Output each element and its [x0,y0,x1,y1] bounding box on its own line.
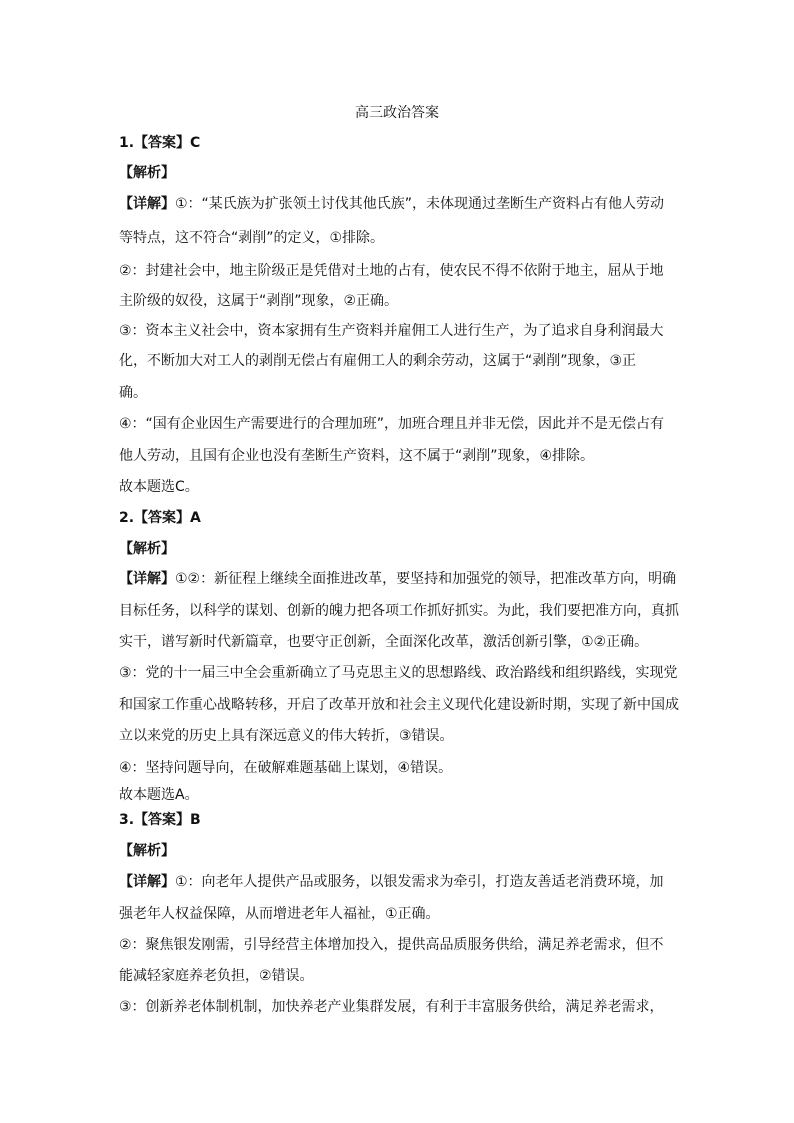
q2-detail-1a-text: ①②：新征程上继续全面推进改革，要坚持和加强党的领导，把准改革方向，明确 [175,571,677,587]
q2-detail-1c: 实干，谱写新时代新篇章，也要守正创新，全面深化改革，激活创新引擎，①②正确。 [119,634,649,650]
q1-detail-1b: 等特点，这不符合“剥削”的定义，①排除。 [119,230,385,246]
q1-analysis-heading: 【解析】 [119,165,175,181]
q2-detail-3c: 立以来党的历史上具有深远意义的伟大转折，③错误。 [119,728,454,744]
q1-detail-3b: 化，不断加大对工人的剥削无偿占有雇佣工人的剩余劳动，这属于“剥削”现象，③正 [119,353,637,369]
q3-detail-2b: 能减轻家庭养老负担，②错误。 [119,968,314,984]
q3-detail-3a: ③：创新养老体制机制，加快养老产业集群发展，有利于丰富服务供给，满足养老需求， [119,999,664,1015]
q2-detail-3b: 和国家工作重心战略转移，开启了改革开放和社会主义现代化建设新时期，实现了新中国成 [119,697,679,713]
q1-conclusion: 故本题选C。 [119,479,199,495]
q3-detail-1a [119,873,679,891]
q3-detail-2a: ②：聚焦银发刚需，引导经营主体增加投入，提供高品质服务供给，满足养老需求，但不 [119,937,664,953]
q2-detail-label: 【详解】 [119,571,175,587]
q3-analysis-heading: 【解析】 [119,843,175,859]
q1-detail-label: 【详解】 [119,196,175,212]
q2-detail-4: ④：坚持问题导向，在破解难题基础上谋划，④错误。 [119,760,453,776]
q1-detail-2a: ②：封建社会中，地主阶级正是凭借对土地的占有，使农民不得不依附于地主，屈从于地 [119,263,664,279]
q2-answer-line: 2.【答案】A [119,510,201,526]
q1-detail-3c: 确。 [119,385,147,401]
q1-detail-3a: ③：资本主义社会中，资本家拥有生产资料并雇佣工人进行生产，为了追求自身利润最大 [119,323,664,339]
q1-answer-line: 1.【答案】C [119,135,201,151]
q3-detail-1b: 强老年人权益保障，从而增进老年人福祉，①正确。 [119,906,440,922]
page-title: 高三政治答案 [355,105,439,121]
q2-detail-1a [119,570,679,588]
q3-answer-line: 3.【答案】B [119,812,201,828]
q1-detail-4b: 他人劳动，且国有企业也没有垄断生产资料，这不属于“剥削”现象，④排除。 [119,448,595,464]
q2-detail-3a: ③：党的十一届三中全会重新确立了马克思主义的思想路线、政治路线和组织路线，实现党 [119,665,678,681]
q1-detail-1a [119,195,679,213]
q2-conclusion: 故本题选A。 [119,787,199,803]
q2-detail-1b: 目标任务，以科学的谋划、创新的魄力把各项工作抓好抓实。为此，我们要把准方向，真抓 [119,603,679,619]
q1-detail-2b: 主阶级的奴役，这属于“剥削”现象，②正确。 [119,293,399,309]
q3-detail-label: 【详解】 [119,874,175,890]
q1-detail-4a: ④：“国有企业因生产需要进行的合理加班”，加班合理且并非无偿，因此并不是无偿占有 [119,416,665,432]
q2-analysis-heading: 【解析】 [119,541,175,557]
q1-detail-1a-text: ①：“某氏族为扩张领土讨伐其他氏族”，未体现通过垄断生产资料占有他人劳动 [175,196,665,212]
q3-detail-1a-text: ①：向老年人提供产品或服务，以银发需求为牵引，打造友善适老消费环境，加 [175,874,664,890]
